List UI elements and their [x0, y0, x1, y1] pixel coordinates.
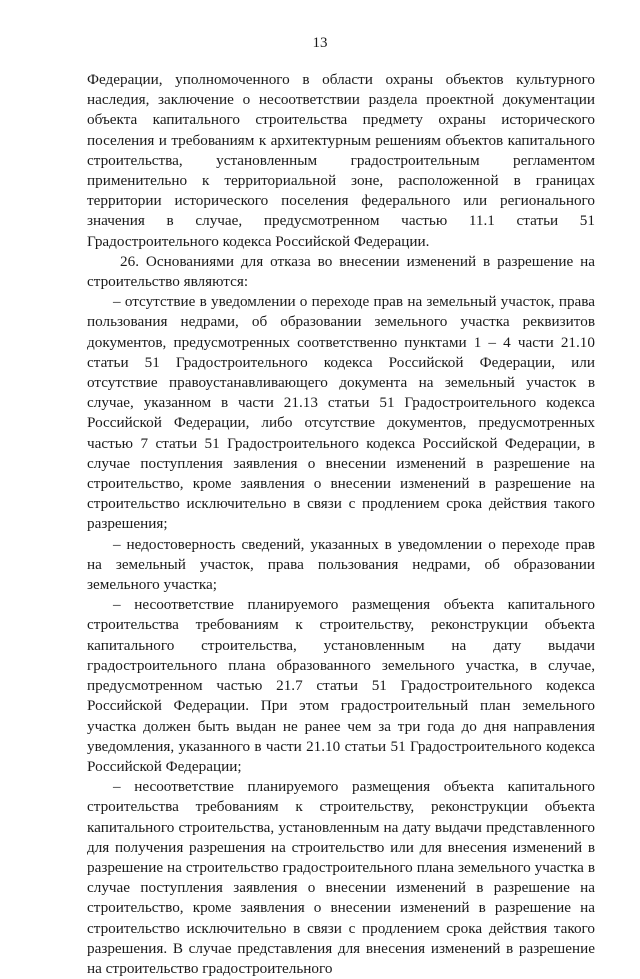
page-number: 13	[312, 35, 328, 51]
paragraph-continuation: Федерации, уполномоченного в области охраны объектов культурного наследия, заключение о несоответствии раздела проектной документации объекта капитального строительства предмету охраны исторического поселения и требованиям к архитектурным решениям объектов капитального строительства, установленным градостроительным регламентом применительно к территориальной зоне, расположенной в границах территории исторического поселения федерального или регионального значения в случае, предусмотренном частью 11.1 статьи 51 Градостроительного кодекса Российской Федерации.	[87, 71, 595, 250]
list-item-noncompliance-formed-plot: – несоответствие планируемого размещения объекта капитального строительства требованиям к строительству, реконструкции объекта капитального строительства, установленным на дату выдачи градостроительного плана образованного земельного участка, в случае, предусмотренном частью 21.7 статьи 51 Градостроительного кодекса Российской Федерации. При этом градостроительный план земельного участка должен быть выдан не ранее чем за три года до дня направления уведомления, указанного в части 21.10 статьи 51 Градостроительного кодекса Российской Федерации;	[87, 596, 595, 775]
list-item-noncompliance-plan: – несоответствие планируемого размещения объекта капитального строительства требованиям к строительству, реконструкции объекта капитального строительства, установленным на дату выдачи представленного для получения разрешения на строительство или для внесения изменений в разрешение на строительство градостроительного плана земельного участка в случае поступления заявления о внесении изменений в разрешение на строительство, кроме заявления о внесении изменений в разрешение на строительство исключительно в связи с продлением срока действия такого разрешения. В случае представления для внесения изменений в разрешение на строительство градостроительного	[87, 778, 595, 977]
document-body	[87, 70, 595, 979]
paragraph-clause-26: 26. Основаниями для отказа во внесении изменений в разрешение на строительство являются:	[87, 252, 595, 291]
list-item-inaccurate-information: – недостоверность сведений, указанных в уведомлении о переходе прав на земельный участок, права пользования недрами, об образовании земельного участка;	[87, 535, 595, 594]
list-item-missing-documents: – отсутствие в уведомлении о переходе прав на земельный участок, права пользования недрами, об образовании земельного участка реквизитов документов, предусмотренных соответственно пунктами 1 – 4 части 21.10 статьи 51 Градостроительного кодекса Российской Федерации, или отсутствие правоустанавливающего документа на земельный участок в случае, указанном в части 21.13 статьи 51 Градостроительного кодекса Российской Федерации, либо отсутствие документов, предусмотренных частью 7 статьи 51 Градостроительного кодекса Российской Федерации, в случае поступления заявления о внесении изменений в разрешение на строительство, кроме заявления о внесении изменений в разрешение на строительство исключительно в связи с продлением срока действия такого разрешения;	[87, 293, 595, 533]
